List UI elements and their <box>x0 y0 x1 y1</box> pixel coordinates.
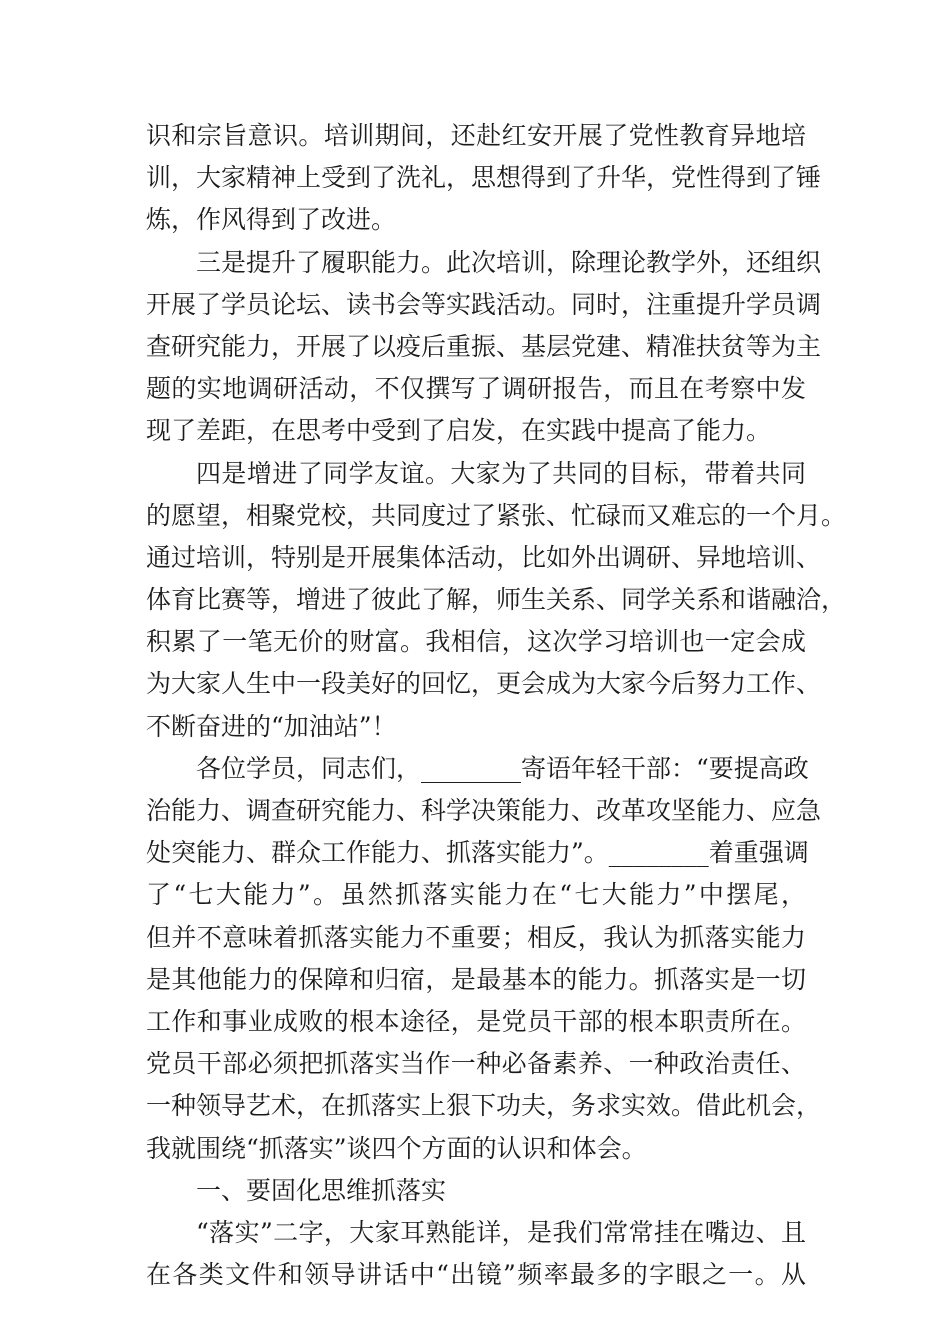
text-line: 为大家人生中一段美好的回忆，更会成为大家今后努力工作、 <box>146 669 822 699</box>
paragraph-start-line: 四是增进了同学友谊。大家为了共同的目标，带着共同 <box>196 458 806 488</box>
body-text <box>146 115 847 1296</box>
text-line: 处突能力、群众工作能力、抓落实能力”。________着重强调 <box>146 838 809 868</box>
text-line: 工作和事业成败的根本途径，是党员干部的根本职责所在。 <box>146 1006 806 1036</box>
text-line: 治能力、调查研究能力、科学决策能力、改革攻坚能力、应急 <box>146 796 822 825</box>
text-line: 现了差距，在思考中受到了启发，在实践中提高了能力。 <box>146 416 772 446</box>
text-line: 但并不意味着抓落实能力不重要；相反，我认为抓落实能力 <box>146 922 806 952</box>
text-line: 题的实地调研活动，不仅撰写了调研报告，而且在考察中发 <box>146 374 806 404</box>
paragraph-start-line: 三是提升了履职能力。此次培训，除理论教学外，还组织 <box>196 247 822 277</box>
section-heading: 一、要固化思维抓落实 <box>196 1175 447 1205</box>
text-line: 识和宗旨意识。培训期间，还赴红安开展了党性教育异地培 <box>146 121 806 150</box>
text-line: 一种领导艺术，在抓落实上狠下功夫，务求实效。借此机会， <box>146 1091 822 1121</box>
text-line: 不断奋进的“加油站”！ <box>146 711 397 741</box>
text-line: 的愿望，相聚党校，共同度过了紧张、忙碌而又难忘的一个月。 <box>146 500 847 530</box>
text-line: 我就围绕“抓落实”谈四个方面的认识和体会。 <box>146 1133 647 1163</box>
text-line: 查研究能力，开展了以疫后重振、基层党建、精准扶贫等为主 <box>146 331 822 361</box>
text-line: 了“七大能力”。虽然抓落实能力在“七大能力”中摆尾， <box>146 880 806 910</box>
paragraph-start-line: 各位学员，同志们，________寄语年轻干部：“要提高政 <box>196 753 809 783</box>
text-line: 训，大家精神上受到了洗礼，思想得到了升华，党性得到了锤 <box>146 163 822 193</box>
text-line: 体育比赛等，增进了彼此了解，师生关系、同学关系和谐融洽， <box>146 585 847 615</box>
paragraph-start-line: “落实”二字，大家耳熟能详，是我们常常挂在嘴边、且 <box>196 1217 806 1247</box>
text-line: 是其他能力的保障和归宿，是最基本的能力。抓落实是一切 <box>146 964 806 994</box>
text-line: 开展了学员论坛、读书会等实践活动。同时，注重提升学员调 <box>146 289 822 319</box>
text-line: 在各类文件和领导讲话中“出镜”频率最多的字眼之一。从 <box>146 1260 806 1290</box>
text-line: 炼，作风得到了改进。 <box>146 205 397 235</box>
text-line: 通过培训，特别是开展集体活动，比如外出调研、异地培训、 <box>146 542 822 572</box>
text-line: 积累了一笔无价的财富。我相信，这次学习培训也一定会成 <box>146 627 806 657</box>
text-line: 党员干部必须把抓落实当作一种必备素养、一种政治责任、 <box>146 1049 806 1079</box>
